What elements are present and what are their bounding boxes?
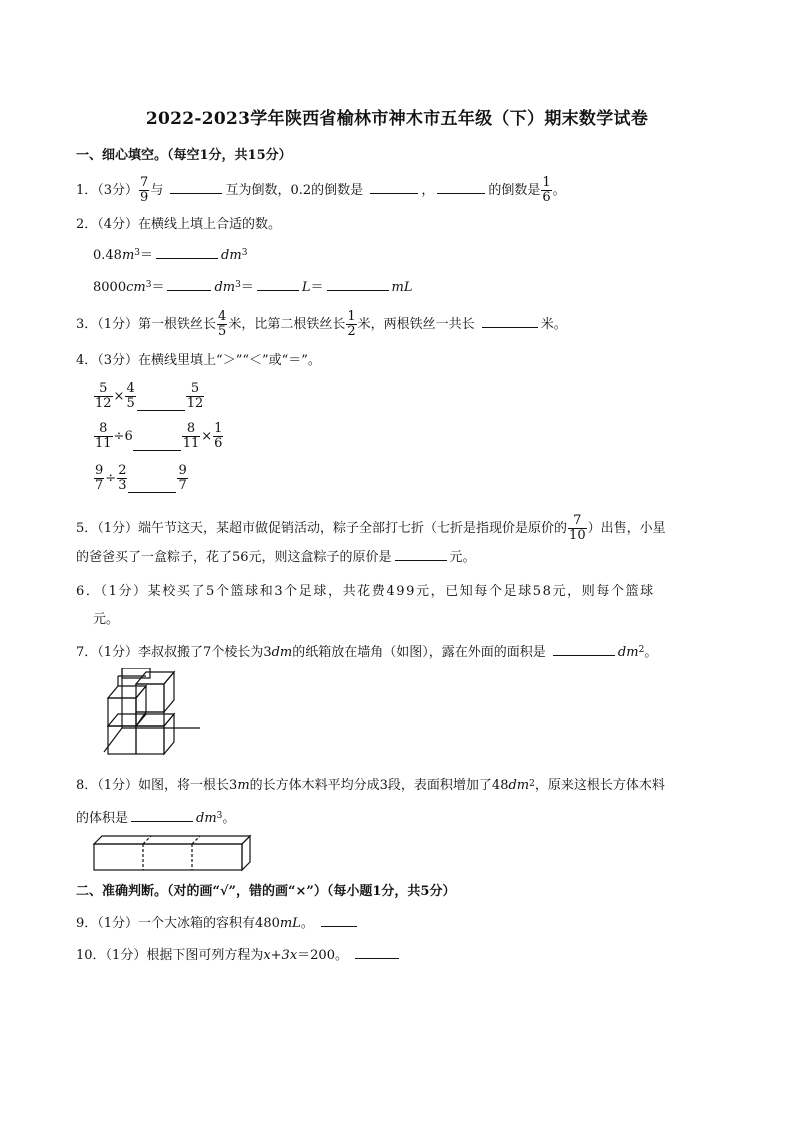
compare-row-2: $\frac{8}{11}$ ÷6 $\frac{8}{11}$ × $\frac{1}{6}$ [95,421,223,451]
question-5: 5．（1分）端午节这天，某超市做促销活动，粽子全部打七折（七折是指现价是原价的 $\frac{7}{10}$ ）出售，小星 [76,513,666,543]
question-7: 7．（1分）李叔叔搬了7个棱长为3dm的纸箱放在墙角（如图），露在外面的面积是 $dm^2$。 [76,642,657,663]
fraction: $\frac{1}{6}$ [542,175,551,205]
fraction: $\frac{1}{2}$ [347,309,356,339]
answer-blank[interactable] [167,277,211,291]
answer-blank[interactable] [327,277,389,291]
section-2-heading: 二、准确判断。（对的画“√”，错的画“×”）（每小题1分，共5分） [76,884,456,899]
answer-blank[interactable] [133,420,181,451]
question-2-line-1: $0.48m^3= dm^3$ [93,245,247,266]
question-4: 4．（3分）在横线里填上“＞”“＜”或“＝”。 [76,353,321,368]
answer-blank[interactable] [170,180,222,194]
question-6-line-2: 元。 [93,612,120,627]
answer-blank[interactable] [355,945,399,959]
question-10: 10．（1分）根据下图可列方程为x+3x＝200。 [76,945,402,966]
answer-blank[interactable] [156,245,218,259]
answer-blank[interactable] [553,642,615,656]
answer-blank[interactable] [257,277,299,291]
fraction: $\frac{4}{5}$ [218,309,227,339]
question-8-line-2: 的体积是 $dm^3$。 [76,808,235,829]
answer-blank[interactable] [482,314,538,328]
question-6: 6．（1分）某校买了5个篮球和3个足球，共花费499元，已知每个足球58元，则每个篮球 [76,584,655,599]
cuboid-wood-figure [92,834,252,874]
page-title: 2022-2023学年陕西省榆林市神木市五年级（下）期末数学试卷 [145,109,649,129]
answer-blank[interactable] [128,462,176,493]
fraction: $\frac{7}{9}$ [140,175,149,205]
answer-blank[interactable] [395,547,447,561]
stacked-boxes-figure [100,668,202,760]
fraction: $\frac{7}{10}$ [569,513,586,543]
compare-row-1: $\frac{5}{12}$ × $\frac{4}{5}$ $\frac{5}{12}$ [95,381,204,411]
question-2-line-2: $8000cm^3= dm^3= L=$ mL [93,277,412,298]
answer-blank[interactable] [321,913,357,927]
section-1-heading: 一、细心填空。（每空1分，共15分） [76,148,292,163]
compare-row-3: $\frac{9}{7}$ ÷ $\frac{2}{3}$ $\frac{9}{7}$ [95,463,187,493]
question-3: 3．（1分）第一根铁丝长 $\frac{4}{5}$ 米，比第二根铁丝长 $\frac{1}{2}$ 米，两根铁丝一共长 米。 [76,309,567,339]
answer-blank[interactable] [137,380,185,411]
question-5-line-2: 的爸爸买了一盒粽子，花了56元，则这盒粽子的原价是 元。 [76,547,476,568]
question-9: 9．（1分）一个大冰箱的容积有480mL。 [76,913,360,934]
answer-blank[interactable] [370,180,418,194]
answer-blank[interactable] [437,180,485,194]
answer-blank[interactable] [131,808,193,822]
question-2: 2．（4分）在横线上填上合适的数。 [76,217,282,232]
question-1: 1．（3分） $\frac{7}{9}$ 与 互为倒数，0.2的倒数是 ， 的倒数是 $\frac{1}{6}$ 。 [76,175,566,205]
question-8: 8．（1分）如图，将一根长3m的长方体木料平均分成3段，表面积增加了$48dm^2$，原来这根长方体木料 [76,778,665,793]
